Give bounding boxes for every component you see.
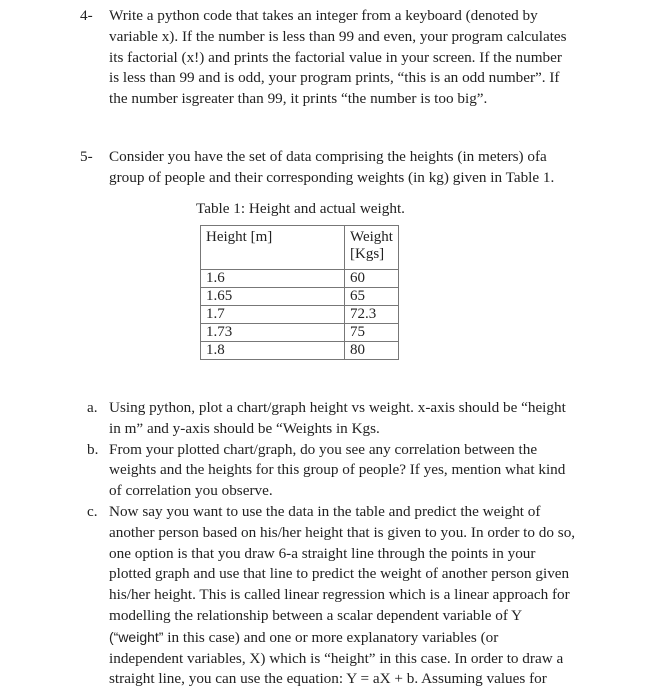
header-weight-unit: [Kgs] (350, 246, 385, 262)
question-5-line: group of people and their corresponding weights (in kg) given in Table 1. (109, 168, 555, 186)
part-c-line: his/her height. This is called linear regression which is a linear approach for (109, 586, 570, 604)
weight-cell: 65 (345, 288, 399, 306)
question-5-number: 5- (80, 148, 93, 165)
part-c-line: independent variables, X) which is “height” in this case. In order to draw a (109, 649, 564, 667)
question-4-line: is less than 99 and is odd, your program prints, “this is an odd number”. If (109, 69, 560, 87)
part-c-line: another person based on his/her height that is given to you. In order to do so, (109, 523, 576, 541)
header-height: Height [m] (201, 226, 345, 270)
part-b-line: weights and the heights for this group of people? If yes, mention what kind (109, 461, 566, 479)
part-c-letter: c. (87, 502, 98, 520)
height-cell: 1.73 (201, 324, 345, 342)
question-4 (80, 6, 640, 110)
part-c-line: one option is that you draw 6-a straight line through the points in your (109, 544, 536, 562)
question-4-line: the number isgreater than 99, it prints “the number is too big”. (109, 90, 488, 108)
sub-questions-list (80, 398, 640, 690)
height-cell: 1.6 (201, 270, 345, 288)
part-a (80, 398, 640, 440)
weight-cell: 72.3 (345, 306, 399, 324)
header-weight (345, 226, 399, 270)
part-a-line: in m” and y-axis should be “Weights in Kgs. (109, 419, 380, 437)
weight-term: (“weight” (109, 628, 164, 645)
table-row (201, 270, 399, 288)
weight-cell: 75 (345, 324, 399, 342)
table-row (201, 342, 399, 360)
part-c (80, 502, 640, 690)
weight-cell: 80 (345, 342, 399, 360)
height-weight-table (200, 225, 399, 360)
question-4-text (109, 6, 640, 110)
part-a-line: Using python, plot a chart/graph height vs weight. x-axis should be “height (109, 399, 566, 416)
height-cell: 1.8 (201, 342, 345, 360)
height-cell: 1.7 (201, 306, 345, 324)
part-c-line-rest: in this case) and one or more explanatory variables (or (163, 628, 499, 646)
part-b-line: of correlation you observe. (109, 482, 273, 500)
weight-cell: 60 (345, 270, 399, 288)
part-b (80, 440, 640, 502)
table-caption: Table 1: Height and actual weight. (196, 200, 405, 217)
part-c-line: Now say you want to use the data in the table and predict the weight of (109, 502, 541, 520)
part-a-letter: a. (87, 399, 98, 416)
table-row (201, 324, 399, 342)
table-header-row (201, 226, 399, 270)
table-row (201, 288, 399, 306)
part-b-letter: b. (87, 440, 99, 458)
table-row (201, 306, 399, 324)
question-5-line: Consider you have the set of data comprising the heights (in meters) ofa (109, 148, 547, 165)
question-4-line: its factorial (x!) and prints the factorial value in your screen. If the number (109, 48, 562, 66)
question-4-line: variable x). If the number is less than 99 and even, your program calculates (109, 27, 567, 45)
part-c-line: plotted graph and use that line to predict the weight of another person given (109, 565, 570, 583)
question-5-text (109, 147, 640, 189)
header-weight-line: Weight (350, 229, 393, 245)
question-5 (80, 147, 640, 189)
part-c-line (109, 627, 640, 649)
question-4-number: 4- (80, 7, 93, 24)
part-b-line: From your plotted chart/graph, do you see any correlation between the (109, 440, 538, 458)
part-c-line: modelling the relationship between a scalar dependent variable of Y (109, 606, 523, 624)
part-c-line: straight line, you can use the equation: Y = aX + b. Assuming values for (109, 670, 547, 688)
question-4-line: Write a python code that takes an integer from a keyboard (denoted by (109, 7, 538, 24)
height-cell: 1.65 (201, 288, 345, 306)
